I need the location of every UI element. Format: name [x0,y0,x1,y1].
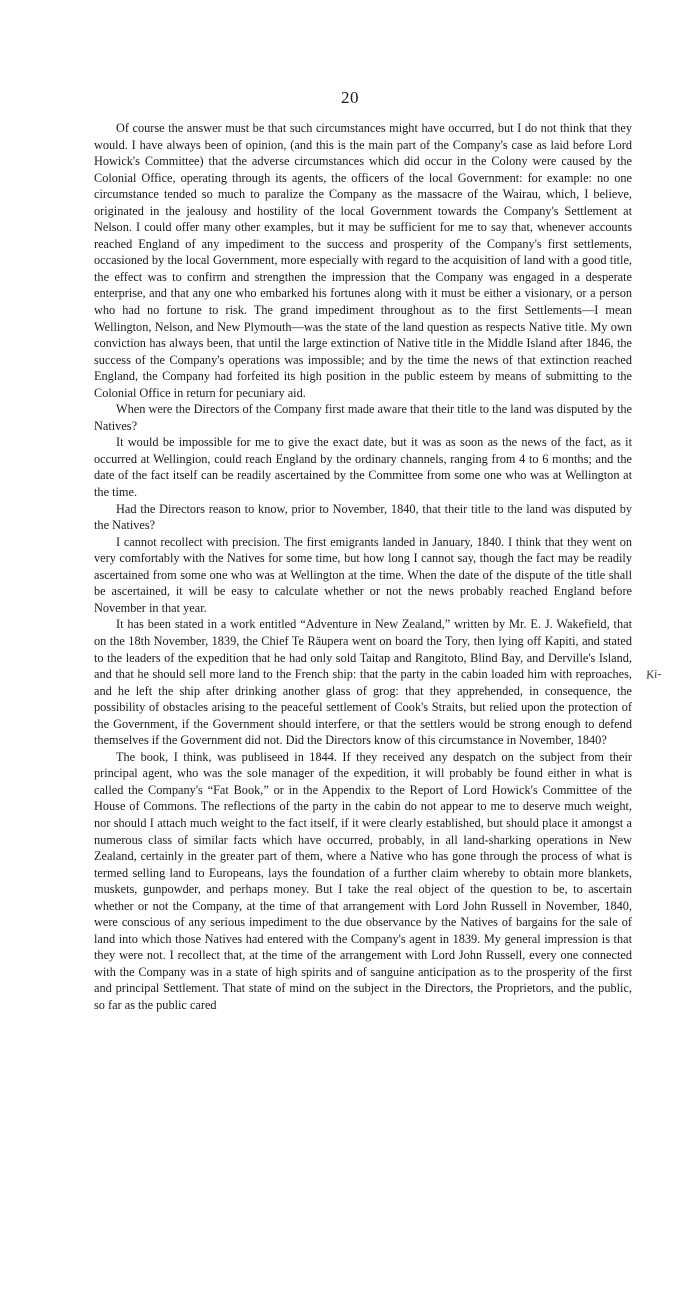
paragraph-7-answer: The book, I think, was publiseed in 1844. If they received any despatch on the subject from their principal agent, who was the sole manager of the expedition, it will probably be found either in what is called the Company's “Fat Book,” or in the Appendix to the Report of Lord Howick's Committee of the House of Commons. The reflections of the party in the cabin do not appear to me to deserve much weight, nor should I attach much weight to the fact itself, if it were clearly established, but should place it amongst a numerous class of similar facts which have occurred, probably, in all land-sharking operations in New Zealand, certainly in the greater part of them, where a Native who has gone through the process of what is termed selling land to Europeans, lays the foundation of a further claim whereby to obtain more blankets, muskets, gunpowder, and perhaps money. But I take the real object of the question to be, to ascertain whether or not the Company, at the time of that arrangement with Lord John Russell in November, 1840, were conscious of any serious impediment to the due observance by the Natives of bargains for the sale of land into which those Natives had entered with the Company's agent in 1839. My general impression is that they were not. I recollect that, at the time of the arrangement with Lord John Russell, every one connected with the Company was in a state of high spirits and of sanguine anticipation as to the prosperity of the first and principal Settlement. That state of mind on the subject in the Directors, the Proprietors, and the public, so far as the public cared [94,749,632,1012]
paragraph-4-question: Had the Directors reason to know, prior to November, 1840, that their title to the land was disputed by the Natives? [94,501,632,533]
body-text [94,120,632,1014]
page-number: 20 [341,88,359,107]
paragraph-2-question: When were the Directors of the Company first made aware that their title to the land was disputed by the Natives? [94,402,632,433]
paragraph-3-answer: It would be impossible for me to give the exact date, but it was as soon as the news of the fact, as it occurred at Wellingion, could reach England by the ordinary channels, ranging from 4 to 6 months; and the date of the fact itself can be readily ascertained by the Committee from some one who was at Wellington at the time. [94,435,632,500]
paragraph-6-question: It has been stated in a work entitled “Adventure in New Zealand,” written by Mr. E. J. Wakefield, that on the 18th November, 1839, the Chief Te Räupera went on board the Tory, then lying off Kapiti, and stated to the leaders of the expedition that he had only sold Taitap and Rangitoto, Blind Bay, and Derville's Island, and that he should sell more land to the French ship: that the party in the cabin loaded him with reproaches, and he left the ship after drinking another glass of grog: that they apprehended, in consequence, the possibility of obstacles arising to the peaceful settlement of Cook's Straits, but relied upon the protection of the Government, if the Government should interfere, or that the settlers would be strong enough to defend themselves if the Government did not. Did the Directors know of this circumstance in November, 1840? [94,617,632,748]
paragraph-5-answer: I cannot recollect with precision. The first emigrants landed in January, 1840. I think that they went on very comfortably with the Natives for some time, but how long I cannot say, though the fact may be readily ascertained from some one who was at Wellington at the time. When the date of the dispute of the title shall be ascertained, it will be easy to calculate whether or not the news probably reached England before November in that year. [94,534,632,615]
paragraph-1: Of course the answer must be that such circumstances might have occurred, but I do not think that they would. I have always been of opinion, (and this is the main part of the Company's case as laid before Lord Howick's Committee) that the adverse circumstances which did occur in the Colony were caused by the Colonial Office, operating through its agents, the officers of the local Government: for example: no one circumstance tended so much to paralize the Company as the massacre of the Wairau, which, I believe, originated in the jealousy and hostility of the local Government towards the Company's Settlement at Nelson. I could offer many other examples, but it may be sufficient for me to say that, whenever accounts reached England of any impediment to the success and prosperity of the Company's first settlements, occasioned by the local Government, more especially with regard to the acquisition of land with a good title, the effect was to confirm and strengthen the impression that the Company was engaged in a desperate enterprise, and that any one who embarked his fortunes along with it must be either a visionary, or a person who had no fortune to risk. The grand impediment throughout as to the first Settlements—I mean Wellington, Nelson, and New Plymouth—was the state of the land question as respects Native title. My own conviction has always been, that until the large extinction of Native title in the Middle Island after 1846, the success of the Company's operations was impossible; and by the time the news of that extinction reached England, the Company had forfeited its high position in the public esteem by means of submitting to the Colonial Office in return for pecuniary aid. [94,121,632,400]
handwritten-margin-note: Ki- [645,666,662,682]
